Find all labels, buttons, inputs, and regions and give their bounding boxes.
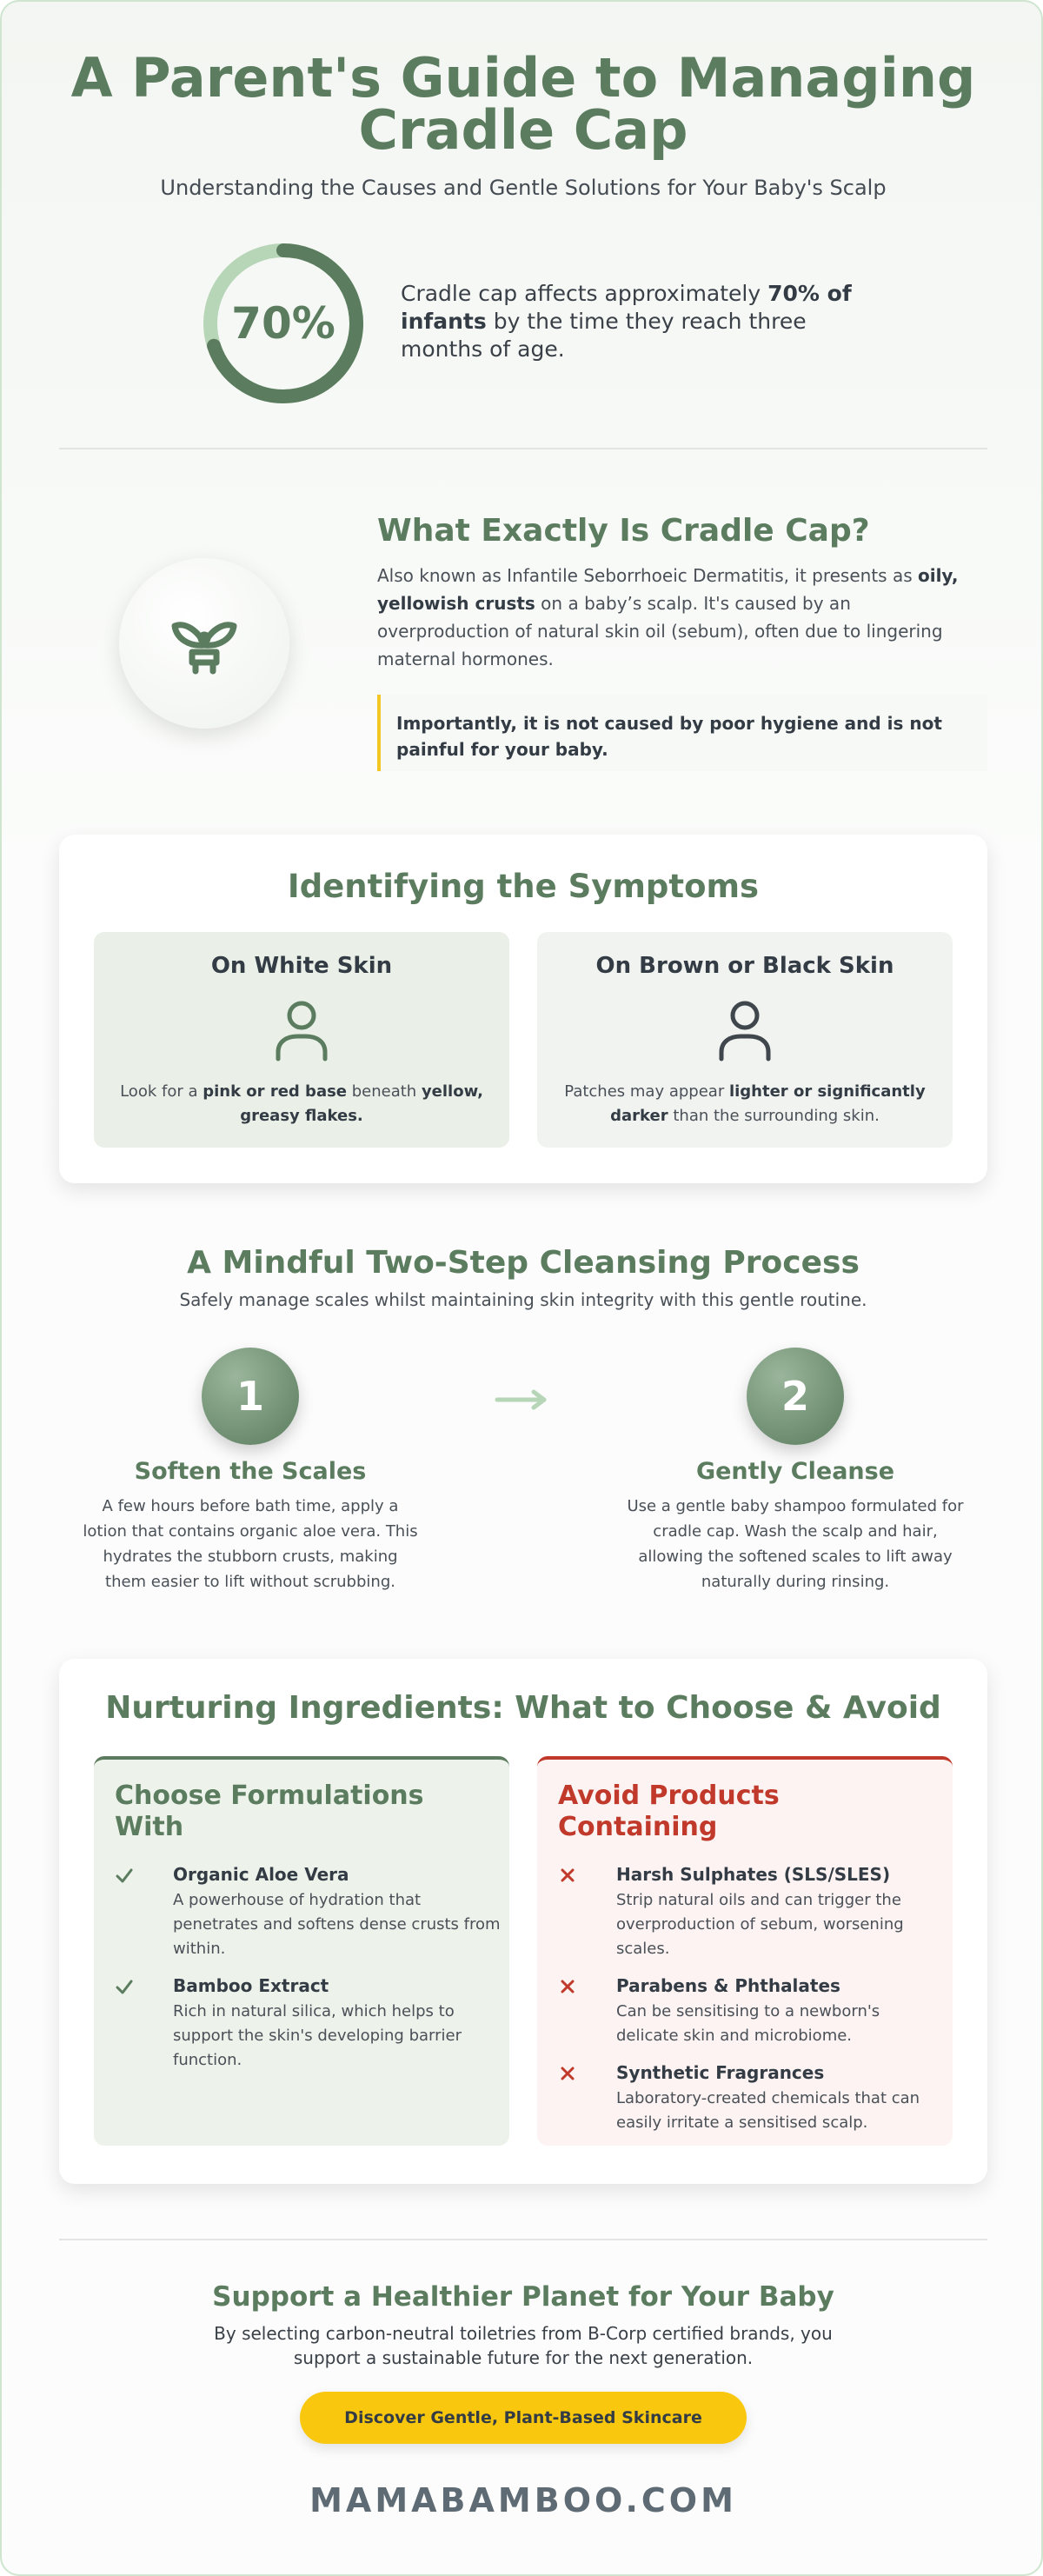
person-icon xyxy=(714,998,775,1062)
step-1-text: A few hours before bath time, apply a lotion that contains organic aloe vera. This hydrates the stubborn crusts, making them easier to lift without scrubbing. xyxy=(83,1497,418,1591)
stat-description: Cradle cap affects approximately 70% of infants by the time they reach three months of age. xyxy=(401,281,852,362)
avoid-title: Avoid Products Containing xyxy=(558,1781,780,1842)
choose-item-desc: Rich in natural silica, which helps to support the skin's developing barrier function. xyxy=(173,2002,462,2069)
avoid-item-name: Synthetic Fragrances xyxy=(616,2062,825,2083)
choose-item-name: Bamboo Extract xyxy=(173,1975,329,1996)
symptoms-title: Identifying the Symptoms xyxy=(287,868,760,905)
step-2-number: 2 xyxy=(747,1348,844,1445)
person-icon xyxy=(271,998,332,1062)
avoid-item-desc: Laboratory-created chemicals that can easily irritate a sensitised scalp. xyxy=(616,2089,920,2132)
symptom-brown-skin-text: Patches may appear lighter or significantly darker than the surrounding skin. xyxy=(564,1082,926,1125)
discover-skincare-button[interactable]: Discover Gentle, Plant-Based Skincare xyxy=(300,2392,747,2444)
choose-item-desc: A powerhouse of hydration that penetrates and softens dense crusts from within. xyxy=(173,1891,501,1958)
choose-title: Choose Formulations With xyxy=(115,1781,424,1842)
symptom-white-skin-text: Look for a pink or red base beneath yellow, greasy flakes. xyxy=(120,1082,483,1125)
arrow-right-icon xyxy=(494,1389,549,1410)
cross-icon xyxy=(558,2064,577,2083)
symptom-brown-skin-title: On Brown or Black Skin xyxy=(595,953,894,979)
hygiene-callout: Importantly, it is not caused by poor hygiene and is not painful for your baby. xyxy=(377,695,987,771)
what-is-title: What Exactly Is Cradle Cap? xyxy=(377,513,870,549)
avoid-item-desc: Strip natural oils and can trigger the overproduction of sebum, worsening scales. xyxy=(616,1891,904,1958)
check-icon xyxy=(115,1866,134,1885)
ingredients-title: Nurturing Ingredients: What to Choose & Avoid xyxy=(105,1690,941,1726)
step-1-number: 1 xyxy=(202,1348,299,1445)
footer-text: By selecting carbon-neutral toiletries from B-Corp certified brands, you support a sustainable future for the next generation. xyxy=(214,2323,833,2368)
brand-website[interactable]: MAMABAMBOO.COM xyxy=(309,2481,737,2519)
page-title: A Parent's Guide to Managing Cradle Cap xyxy=(70,46,976,162)
process-title: A Mindful Two-Step Cleansing Process xyxy=(187,1245,860,1281)
symptom-brown-skin xyxy=(537,932,953,1148)
avoid-item-name: Harsh Sulphates (SLS/SLES) xyxy=(616,1864,891,1885)
cross-icon xyxy=(558,1977,577,1996)
what-is-description: Also known as Infantile Seborrhoeic Dermatitis, it presents as oily, yellowish crusts on a baby’s scalp. It's caused by an overproduction of natural skin oil (sebum), often due to lingering maternal hormones. xyxy=(377,565,959,669)
choose-item-name: Organic Aloe Vera xyxy=(173,1864,349,1885)
choose-panel xyxy=(94,1756,509,2146)
ingredients-card xyxy=(59,1659,987,2184)
check-icon xyxy=(115,1977,134,1996)
avoid-item-desc: Can be sensitising to a newborn's delicate skin and microbiome. xyxy=(616,2002,880,2045)
step-2-title: Gently Cleanse xyxy=(695,1458,895,1485)
page-subtitle: Understanding the Causes and Gentle Solutions for Your Baby's Scalp xyxy=(160,176,887,200)
baby-icon xyxy=(169,610,239,676)
step-1-title: Soften the Scales xyxy=(134,1458,367,1485)
footer-title: Support a Healthier Planet for Your Baby xyxy=(212,2281,834,2313)
section-divider xyxy=(59,448,987,449)
section-divider xyxy=(59,2239,987,2240)
cross-icon xyxy=(558,1866,577,1885)
process-subtitle: Safely manage scales whilst maintaining skin integrity with this gentle routine. xyxy=(179,1289,867,1310)
baby-icon-badge xyxy=(119,558,289,729)
avoid-item-name: Parabens & Phthalates xyxy=(616,1975,840,1996)
symptom-white-skin xyxy=(94,932,509,1148)
symptoms-card xyxy=(59,835,987,1183)
step-2-text: Use a gentle baby shampoo formulated for cradle cap. Wash the scalp and hair, allowing the softened scales to lift away naturally during rinsing. xyxy=(627,1497,964,1591)
avoid-panel xyxy=(537,1756,953,2146)
stat-value: 70% xyxy=(231,298,335,349)
symptom-white-skin-title: On White Skin xyxy=(210,953,393,979)
